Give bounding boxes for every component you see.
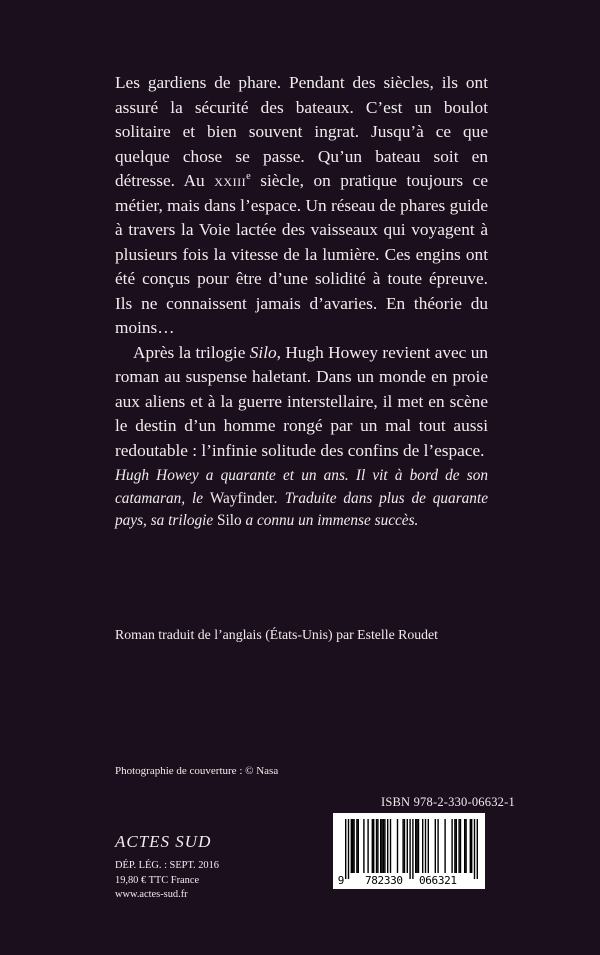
century-superscript: e (246, 171, 251, 183)
barcode-bar (372, 819, 373, 873)
photo-credit: Photographie de couverture : © Nasa (115, 765, 279, 777)
barcode-bar (404, 819, 405, 873)
bio-text-3: a connu un immense succès. (241, 512, 419, 529)
barcode-bar (384, 819, 385, 873)
barcode-bar (376, 819, 377, 873)
barcode-bars (345, 819, 478, 879)
barcode-bar (383, 819, 384, 873)
barcode-bar (363, 819, 364, 873)
blurb-p1-text-a: Les gardiens de phare. Pendant des siècles, ils ont assuré la sécurité des bateaux. C’est un boulot solitaire et bien souvent ingrat. Jusqu’à ce que quelque chose se passe. Qu’un bateau soit en détresse. Au (115, 73, 488, 190)
barcode-bar (373, 819, 374, 873)
blurb-paragraph-1 (115, 71, 488, 341)
barcode-digits-right: 066321 (419, 874, 457, 887)
barcode-graphic (333, 813, 485, 889)
barcode-bar (435, 819, 436, 873)
barcode-bar (456, 819, 457, 873)
blurb (115, 71, 488, 463)
barcode-bar (422, 819, 423, 873)
barcode-bar (464, 819, 465, 873)
barcode-bar (390, 819, 391, 873)
barcode-bar (465, 819, 466, 873)
barcode-bar (477, 819, 478, 879)
legal-deposit: DÉP. LÉG. : SEPT. 2016 (115, 860, 220, 871)
blurb-p2-title: Silo (249, 342, 277, 362)
blurb-paragraph-2 (115, 341, 488, 464)
century-numeral: xxiii (214, 171, 247, 190)
blurb-p2-text-b: , Hugh Howey revient avec un roman au suspense haletant. Dans un monde en proie aux aliens et à la guerre interstellaire, il met en scène le destin d’un homme rongé par un mal tout aussi redoutable : l’infinie solitude des confins de l’espace. (115, 342, 488, 460)
barcode-bar (380, 819, 381, 873)
barcode-bar (418, 819, 419, 873)
barcode-bar (454, 819, 455, 873)
barcode-bar (451, 819, 452, 873)
blurb-p2-text-a: Après la trilogie (133, 342, 250, 362)
barcode-bar (471, 819, 472, 873)
translator-credit: Roman traduit de l’anglais (États-Unis) par Estelle Roudet (115, 627, 438, 642)
barcode-bar (356, 819, 357, 873)
barcode-bar (437, 819, 438, 873)
bio-text-1: Hugh Howey a quarante et un ans. Il vit à bord de son catamaran, le (115, 467, 488, 507)
barcode-bar (377, 819, 378, 873)
barcode-bar (415, 819, 416, 873)
barcode-digit-leading: 9 (337, 874, 345, 887)
barcode-bar (407, 819, 408, 873)
barcode-bar (460, 819, 461, 873)
barcode-bar (397, 819, 398, 873)
barcode-bar (352, 819, 353, 873)
barcode-bar (351, 819, 352, 873)
barcode-bar (402, 819, 403, 873)
price: 19,80 € TTC France (115, 874, 200, 886)
barcode-bar (409, 819, 410, 879)
barcode-bar (412, 819, 413, 879)
barcode-bar (416, 819, 417, 873)
barcode-bar (381, 819, 382, 873)
barcode-bar (444, 819, 445, 873)
legal-info (115, 859, 219, 903)
barcode-bar (358, 819, 359, 873)
barcode-bar (474, 819, 475, 879)
barcode-bar (425, 819, 426, 873)
barcode-digits-left: 782330 (365, 874, 403, 887)
bio-boat-name: Wayfinder (209, 489, 275, 507)
barcode-bar (348, 819, 349, 879)
bio-text-2: . Traduite dans plus de quarante pays, sa trilogie (115, 489, 488, 529)
barcode-bar (387, 819, 388, 873)
barcode-bar (428, 819, 429, 873)
author-bio (115, 465, 488, 533)
barcode-bar (470, 819, 471, 873)
barcode-bar (353, 819, 354, 873)
publisher-website: www.actes-sud.fr (115, 889, 188, 901)
publisher-name: ACTES SUD (115, 832, 212, 851)
blurb-p1-text-b: siècle, on pratique toujours ce métier, mais dans l’espace. Un réseau de phares guide à travers la Voie lactée des vaisseaux qui voyagent à plusieurs fois la vitesse de la lumière. Ces engins ont été conçus pour être d’une solidité à toute épreuve. Ils ne connaissent jamais d’avaries. En théorie du moins… (115, 171, 488, 337)
barcode (333, 813, 485, 889)
isbn-label: ISBN 978-2-330-06632-1 (381, 795, 515, 809)
barcode-bar (345, 819, 346, 879)
bio-trilogy-name: Silo (216, 512, 242, 529)
barcode-bar (367, 819, 368, 873)
barcode-bar (458, 819, 459, 873)
